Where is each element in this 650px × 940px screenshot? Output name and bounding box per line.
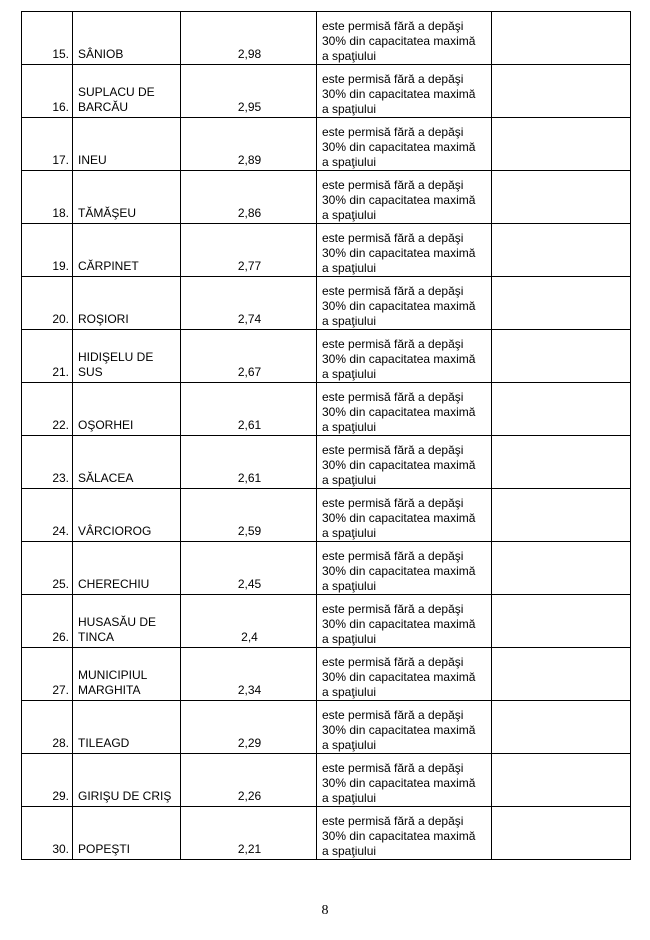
locality-name-cell — [73, 701, 181, 754]
capacity-note-line: 30% din capacitatea maximă — [322, 193, 476, 207]
locality-name-cell — [73, 383, 181, 436]
page-number: 8 — [321, 903, 329, 918]
capacity-note-cell — [317, 277, 492, 330]
locality-name-line: HUSASĂU DE — [78, 615, 157, 629]
table-row — [22, 65, 631, 118]
empty-cell — [492, 648, 631, 701]
capacity-note-line: 30% din capacitatea maximă — [322, 458, 476, 472]
locality-name-line: POPEŞTI — [78, 842, 131, 856]
rate-value-cell: 2,86 — [181, 171, 317, 224]
row-number-cell: 28. — [22, 701, 73, 754]
table-row — [22, 648, 631, 701]
empty-cell — [492, 489, 631, 542]
locality-name-line: OŞORHEI — [78, 418, 134, 432]
capacity-note-line: este permisă fără a depăşi — [322, 125, 464, 139]
empty-cell — [492, 118, 631, 171]
capacity-note-line: a spaţiului — [322, 473, 377, 487]
row-number-cell: 27. — [22, 648, 73, 701]
empty-cell — [492, 12, 631, 65]
empty-cell — [492, 754, 631, 807]
rate-value-cell: 2,95 — [181, 65, 317, 118]
capacity-note-line: 30% din capacitatea maximă — [322, 829, 476, 843]
capacity-note-cell — [317, 330, 492, 383]
table-row — [22, 542, 631, 595]
rate-value-cell: 2,45 — [181, 542, 317, 595]
locality-name-cell — [73, 118, 181, 171]
rate-value-cell: 2,67 — [181, 330, 317, 383]
row-number-cell: 18. — [22, 171, 73, 224]
capacity-note-line: 30% din capacitatea maximă — [322, 511, 476, 525]
row-number-cell: 21. — [22, 330, 73, 383]
empty-cell — [492, 542, 631, 595]
capacity-note-line: 30% din capacitatea maximă — [322, 87, 476, 101]
locality-name-line: TINCA — [78, 630, 114, 644]
capacity-note-line: este permisă fără a depăşi — [322, 231, 464, 245]
capacity-note-line: este permisă fără a depăşi — [322, 549, 464, 563]
locality-name-line: MUNICIPIUL — [78, 668, 148, 682]
row-number-cell: 16. — [22, 65, 73, 118]
table-row — [22, 277, 631, 330]
table-row — [22, 754, 631, 807]
localities-table — [21, 11, 631, 860]
empty-cell — [492, 701, 631, 754]
capacity-note-line: este permisă fără a depăşi — [322, 443, 464, 457]
row-number-cell: 15. — [22, 12, 73, 65]
capacity-note-line: 30% din capacitatea maximă — [322, 617, 476, 631]
table-row — [22, 224, 631, 277]
capacity-note-line: este permisă fără a depăşi — [322, 72, 464, 86]
capacity-note-line: a spaţiului — [322, 579, 377, 593]
locality-name-line: SÂNIOB — [78, 47, 124, 61]
capacity-note-line: 30% din capacitatea maximă — [322, 670, 476, 684]
capacity-note-line: 30% din capacitatea maximă — [322, 723, 476, 737]
empty-cell — [492, 224, 631, 277]
capacity-note-line: a spaţiului — [322, 102, 377, 116]
row-number-cell: 22. — [22, 383, 73, 436]
capacity-note-cell — [317, 648, 492, 701]
rate-value-cell: 2,34 — [181, 648, 317, 701]
capacity-note-line: 30% din capacitatea maximă — [322, 405, 476, 419]
locality-name-line: VÂRCIOROG — [78, 524, 152, 538]
capacity-note-cell — [317, 701, 492, 754]
capacity-note-line: 30% din capacitatea maximă — [322, 140, 476, 154]
capacity-note-line: este permisă fără a depăşi — [322, 337, 464, 351]
table-body — [22, 12, 631, 860]
row-number-cell: 30. — [22, 807, 73, 860]
row-number-cell: 26. — [22, 595, 73, 648]
empty-cell — [492, 65, 631, 118]
capacity-note-line: a spaţiului — [322, 844, 377, 858]
capacity-note-line: este permisă fără a depăşi — [322, 602, 464, 616]
table-row — [22, 118, 631, 171]
locality-name-cell — [73, 595, 181, 648]
rate-value-cell: 2,4 — [181, 595, 317, 648]
locality-name-line: ROŞIORI — [78, 312, 129, 326]
capacity-note-line: este permisă fără a depăşi — [322, 814, 464, 828]
capacity-note-line: a spaţiului — [322, 420, 377, 434]
locality-name-line: BARCĂU — [78, 100, 129, 114]
capacity-note-cell — [317, 224, 492, 277]
capacity-note-cell — [317, 489, 492, 542]
rate-value-cell: 2,61 — [181, 383, 317, 436]
row-number-cell: 23. — [22, 436, 73, 489]
locality-name-cell — [73, 436, 181, 489]
locality-name-cell — [73, 171, 181, 224]
capacity-note-line: este permisă fără a depăşi — [322, 19, 464, 33]
locality-name-cell — [73, 65, 181, 118]
locality-name-line: TĂMĂŞEU — [78, 206, 137, 220]
rate-value-cell: 2,77 — [181, 224, 317, 277]
capacity-note-cell — [317, 542, 492, 595]
locality-name-line: SUS — [78, 365, 103, 379]
capacity-note-line: a spaţiului — [322, 791, 377, 805]
locality-name-line: GIRIŞU DE CRIŞ — [78, 789, 172, 803]
locality-name-line: TILEAGD — [78, 736, 130, 750]
table-row — [22, 701, 631, 754]
capacity-note-line: 30% din capacitatea maximă — [322, 34, 476, 48]
row-number-cell: 29. — [22, 754, 73, 807]
capacity-note-line: este permisă fără a depăşi — [322, 178, 464, 192]
locality-name-line: MARGHITA — [78, 683, 141, 697]
capacity-note-line: este permisă fără a depăşi — [322, 708, 464, 722]
capacity-note-line: a spaţiului — [322, 208, 377, 222]
rate-value-cell: 2,26 — [181, 754, 317, 807]
locality-name-line: CĂRPINET — [78, 259, 139, 273]
table-row — [22, 436, 631, 489]
capacity-note-line: a spaţiului — [322, 49, 377, 63]
locality-name-cell — [73, 807, 181, 860]
empty-cell — [492, 436, 631, 489]
capacity-note-line: 30% din capacitatea maximă — [322, 299, 476, 313]
capacity-note-line: 30% din capacitatea maximă — [322, 246, 476, 260]
row-number-cell: 19. — [22, 224, 73, 277]
capacity-note-cell — [317, 436, 492, 489]
empty-cell — [492, 807, 631, 860]
locality-name-cell — [73, 648, 181, 701]
capacity-note-cell — [317, 65, 492, 118]
locality-name-cell — [73, 754, 181, 807]
capacity-note-cell — [317, 171, 492, 224]
locality-name-line: INEU — [78, 153, 107, 167]
rate-value-cell: 2,59 — [181, 489, 317, 542]
capacity-note-cell — [317, 12, 492, 65]
capacity-note-line: a spaţiului — [322, 261, 377, 275]
locality-name-line: CHERECHIU — [78, 577, 150, 591]
empty-cell — [492, 595, 631, 648]
capacity-note-cell — [317, 118, 492, 171]
locality-name-cell — [73, 224, 181, 277]
capacity-note-line: este permisă fără a depăşi — [322, 284, 464, 298]
capacity-note-line: 30% din capacitatea maximă — [322, 564, 476, 578]
locality-name-line: SĂLACEA — [78, 471, 134, 485]
capacity-note-line: 30% din capacitatea maximă — [322, 352, 476, 366]
empty-cell — [492, 171, 631, 224]
table-row — [22, 489, 631, 542]
capacity-note-cell — [317, 595, 492, 648]
table-row — [22, 383, 631, 436]
capacity-note-line: a spaţiului — [322, 632, 377, 646]
rate-value-cell: 2,74 — [181, 277, 317, 330]
capacity-note-line: a spaţiului — [322, 155, 377, 169]
rate-value-cell: 2,61 — [181, 436, 317, 489]
locality-name-cell — [73, 277, 181, 330]
capacity-note-line: a spaţiului — [322, 314, 377, 328]
locality-name-cell — [73, 542, 181, 595]
capacity-note-cell — [317, 383, 492, 436]
capacity-note-cell — [317, 807, 492, 860]
row-number-cell: 25. — [22, 542, 73, 595]
capacity-note-line: este permisă fără a depăşi — [322, 390, 464, 404]
capacity-note-line: a spaţiului — [322, 685, 377, 699]
locality-name-cell — [73, 489, 181, 542]
table-row — [22, 12, 631, 65]
rate-value-cell: 2,98 — [181, 12, 317, 65]
capacity-note-line: a spaţiului — [322, 738, 377, 752]
capacity-note-line: a spaţiului — [322, 526, 377, 540]
capacity-note-line: a spaţiului — [322, 367, 377, 381]
locality-name-cell — [73, 12, 181, 65]
locality-name-line: HIDIŞELU DE — [78, 350, 154, 364]
capacity-note-cell — [317, 754, 492, 807]
table-row — [22, 330, 631, 383]
capacity-note-line: este permisă fără a depăşi — [322, 496, 464, 510]
row-number-cell: 24. — [22, 489, 73, 542]
rate-value-cell: 2,21 — [181, 807, 317, 860]
capacity-note-line: este permisă fără a depăşi — [322, 655, 464, 669]
row-number-cell: 17. — [22, 118, 73, 171]
table-row — [22, 807, 631, 860]
rate-value-cell: 2,89 — [181, 118, 317, 171]
table-row — [22, 595, 631, 648]
table-row — [22, 171, 631, 224]
locality-name-cell — [73, 330, 181, 383]
capacity-note-line: este permisă fără a depăşi — [322, 761, 464, 775]
capacity-note-line: 30% din capacitatea maximă — [322, 776, 476, 790]
row-number-cell: 20. — [22, 277, 73, 330]
locality-name-line: SUPLACU DE — [78, 85, 155, 99]
empty-cell — [492, 383, 631, 436]
empty-cell — [492, 277, 631, 330]
rate-value-cell: 2,29 — [181, 701, 317, 754]
empty-cell — [492, 330, 631, 383]
